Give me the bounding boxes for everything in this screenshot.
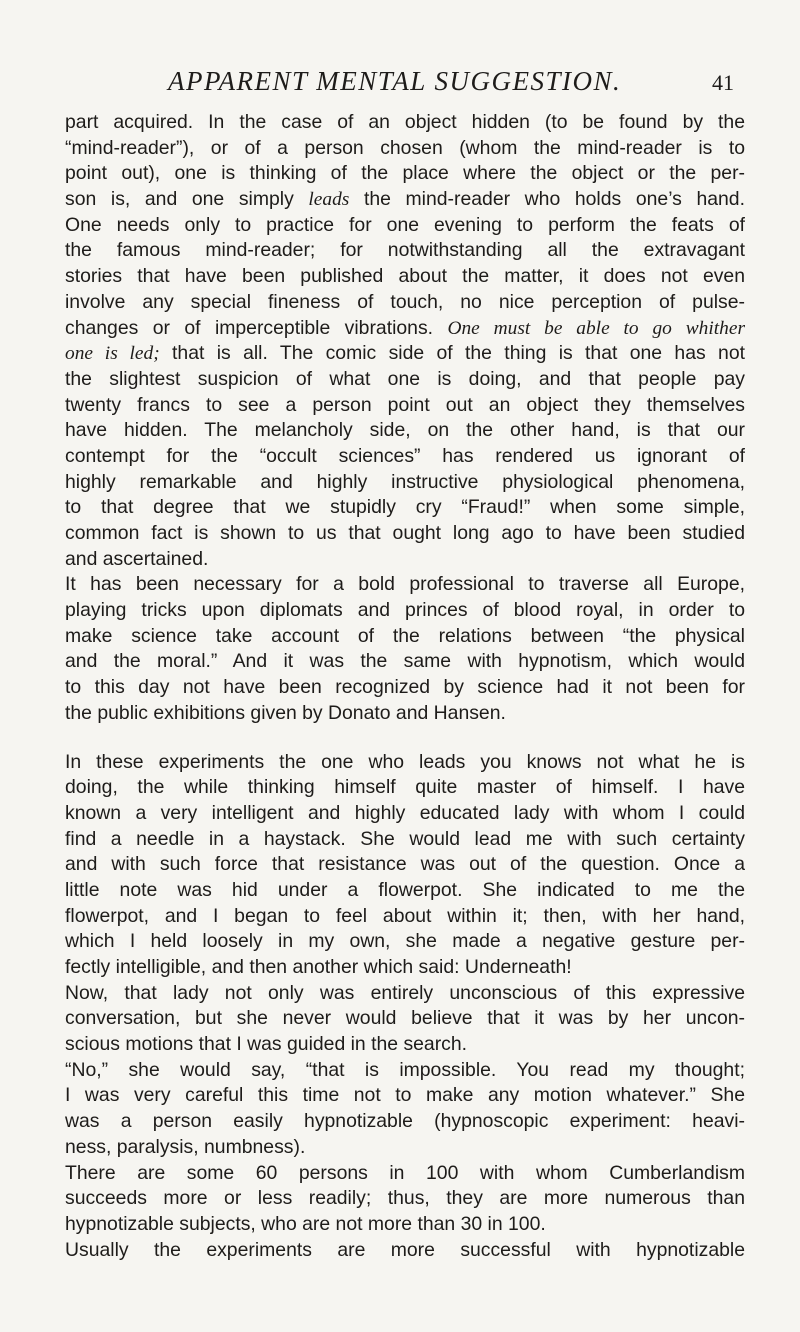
text-line [65, 1006, 745, 1032]
text-line [65, 1212, 745, 1238]
line-text: doing, the while thinking himself quite master of himself. I have [65, 776, 745, 799]
text-line [65, 1135, 745, 1161]
line-text: to that degree that we stupidly cry “Fraud!” when some simple, [65, 496, 745, 519]
line-text: son is, and one simply [65, 188, 309, 211]
text-line [65, 290, 745, 316]
text-line [65, 367, 745, 393]
line-text: ness, paralysis, numbness). [65, 1135, 306, 1158]
line-text: have hidden. The melancholy side, on the other hand, is that our [65, 419, 745, 442]
line-text: and the moral.” And it was the same with hypnotism, which would [65, 650, 745, 673]
line-text: conversation, but she never would believe that it was by her uncon- [65, 1007, 745, 1030]
line-text: known a very intelligent and highly educated lady with whom I could [65, 801, 745, 824]
italic-text: leads [308, 189, 350, 211]
text-line [65, 1058, 745, 1084]
text-line [65, 981, 745, 1007]
line-text: scious motions that I was guided in the search. [65, 1033, 468, 1056]
line-text: to this day not have been recognized by science had it not been for [65, 676, 745, 699]
line-text: playing tricks upon diplomats and princes of blood royal, in order to [65, 599, 745, 622]
line-text: succeeds more or less readily; thus, they are more numerous than [65, 1187, 745, 1210]
line-text: flowerpot, and I began to feel about within it; then, with her hand, [65, 904, 745, 927]
text-line [65, 929, 745, 955]
line-text: find a needle in a haystack. She would lead me with such certainty [65, 827, 745, 850]
line-text: point out), one is thinking of the place where the object or the per- [65, 162, 745, 185]
text-line [65, 213, 745, 239]
text-line [65, 572, 745, 598]
line-text: “mind-reader”), or of a person chosen (whom the mind-reader is to [65, 136, 745, 159]
line-text: highly remarkable and highly instructive physiological phenomena, [65, 470, 745, 493]
line-text: contempt for the “occult sciences” has rendered us ignorant of [65, 444, 745, 467]
text-line [65, 136, 745, 162]
line-text: involve any special fineness of touch, no nice perception of pulse- [65, 290, 745, 313]
line-text: and with such force that resistance was out of the question. Once a [65, 853, 745, 876]
text-line [65, 393, 745, 419]
body-text [65, 110, 745, 1263]
line-text: the public exhibitions given by Donato and Hansen. [65, 701, 506, 724]
line-text: One needs only to practice for one evening to perform the feats of [65, 213, 745, 236]
text-line [65, 1161, 745, 1187]
line-text: little note was hid under a flowerpot. She indicated to me the [65, 878, 745, 901]
page-header [0, 66, 800, 102]
line-text: make science take account of the relations between “the physical [65, 624, 745, 647]
text-line [65, 675, 745, 701]
text-line [65, 801, 745, 827]
text-line [65, 264, 745, 290]
line-text: Now, that lady not only was entirely unconscious of this expressive [65, 981, 745, 1004]
line-text: part acquired. In the case of an object hidden (to be found by the [65, 111, 745, 133]
line-text: stories that have been published about the matter, it does not even [65, 265, 745, 288]
text-line [65, 521, 745, 547]
text-line [65, 187, 745, 213]
line-text: twenty francs to see a person point out an object they themselves [65, 393, 745, 416]
line-text: was a person easily hypnotizable (hypnoscopic experiment: heavi- [65, 1110, 745, 1133]
paragraph-gap [65, 727, 745, 750]
text-line [65, 341, 745, 367]
text-line [65, 161, 745, 187]
text-line [65, 1032, 745, 1058]
italic-text: one is led; [65, 343, 160, 365]
text-line [65, 418, 745, 444]
line-text: and ascertained. [65, 547, 209, 570]
text-line [65, 701, 745, 727]
text-line [65, 1238, 745, 1264]
line-text: There are some 60 persons in 100 with whom Cumberlandism [65, 1161, 745, 1184]
page-number: 41 [712, 70, 734, 95]
text-line [65, 775, 745, 801]
line-text: changes or of imperceptible vibrations. [65, 316, 448, 339]
text-line [65, 1109, 745, 1135]
text-line [65, 878, 745, 904]
line-text: It has been necessary for a bold professional to traverse all Europe, [65, 573, 745, 596]
line-text: the famous mind-reader; for notwithstanding all the extravagant [65, 239, 745, 262]
text-line [65, 955, 745, 981]
italic-text: One must be able to go whither [447, 317, 745, 339]
text-line [65, 649, 745, 675]
line-text: Usually the experiments are more successful with hypnotizable [65, 1238, 745, 1261]
line-text: fectly intelligible, and then another which said: Underneath! [65, 956, 572, 978]
text-line [65, 827, 745, 853]
line-text: the slightest suspicion of what one is doing, and that people pay [65, 367, 745, 390]
text-line [65, 624, 745, 650]
text-line [65, 1186, 745, 1212]
text-line [65, 904, 745, 930]
line-text: which I held loosely in my own, she made a negative gesture per- [65, 930, 745, 953]
line-text: common fact is shown to us that ought long ago to have been studied [65, 522, 745, 544]
text-line [65, 444, 745, 470]
line-text: hypnotizable subjects, who are not more than 30 in 100. [65, 1212, 546, 1235]
text-line [65, 598, 745, 624]
text-line [65, 547, 745, 573]
line-text-after: that is all. The comic side of the thing is that one has not [159, 342, 745, 365]
text-line [65, 238, 745, 264]
running-title: APPARENT MENTAL SUGGESTION. [168, 66, 622, 96]
text-line [65, 750, 745, 776]
line-text: I was very careful this time not to make any motion whatever.” She [65, 1084, 745, 1107]
text-line [65, 852, 745, 878]
text-line [65, 110, 745, 136]
text-line [65, 316, 745, 342]
line-text: “No,” she would say, “that is impossible. You read my thought; [65, 1058, 745, 1081]
text-line [65, 1083, 745, 1109]
line-text-after: the mind-reader who holds one’s hand. [349, 188, 745, 211]
text-line [65, 470, 745, 496]
line-text: In these experiments the one who leads you knows not what he is [65, 750, 745, 773]
text-line [65, 495, 745, 521]
